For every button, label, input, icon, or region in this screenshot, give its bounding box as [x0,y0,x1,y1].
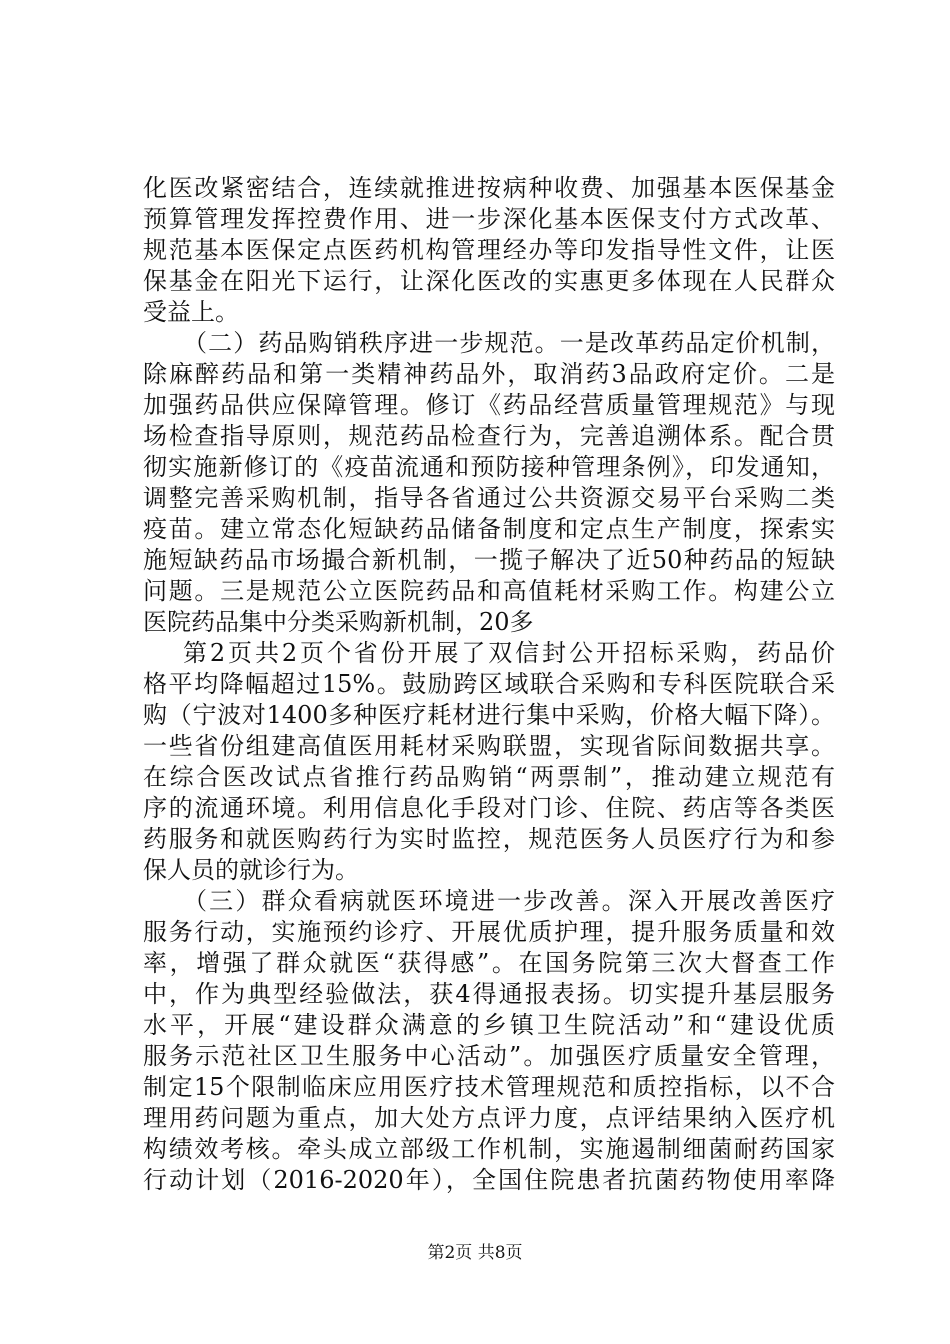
text-line: 化医改紧密结合，连续就推进按病种收费、加强基本医保基金 [143,174,835,202]
text-line: 中，作为典型经验做法，获4得通报表扬。切实提升基层服务 [143,980,835,1008]
text-line: 水平，开展“建设群众满意的乡镇卫生院活动”和“建设优质 [143,1011,835,1039]
text-line: 服务示范社区卫生服务中心活动”。加强医疗质量安全管理， [143,1042,835,1070]
text-line: 构绩效考核。牵头成立部级工作机制，实施遏制细菌耐药国家 [143,1135,835,1163]
text-line: 加强药品供应保障管理。修订《药品经营质量管理规范》与现 [143,391,835,419]
body-text [143,173,835,1196]
text-line: 行动计划（2016-2020年），全国住院患者抗菌药物使用率降 [143,1166,835,1194]
text-line: 调整完善采购机制，指导各省通过公共资源交易平台采购二类 [143,484,835,512]
text-line: 问题。三是规范公立医院药品和高值耗材采购工作。构建公立 [143,577,835,605]
text-line: 保人员的就诊行为。 [143,856,359,884]
text-line: 服务行动，实施预约诊疗、开展优质护理，提升服务质量和效 [143,918,835,946]
text-line: 第2页共2页个省份开展了双信封公开招标采购，药品价 [183,639,835,667]
text-line: 彻实施新修订的《疫苗流通和预防接种管理条例》，印发通知， [143,453,835,481]
text-line: 序的流通环境。利用信息化手段对门诊、住院、药店等各类医 [143,794,835,822]
text-line: 格平均降幅超过15%。鼓励跨区域联合采购和专科医院联合采 [143,670,835,698]
text-line: 购（宁波对1400多种医疗耗材进行集中采购，价格大幅下降）。 [143,701,835,729]
text-line: 药服务和就医购药行为实时监控，规范医务人员医疗行为和参 [143,825,835,853]
section-heading-line: （三）群众看病就医环境进一步改善。深入开展改善医疗 [183,887,835,915]
text-line: 规范基本医保定点医药机构管理经办等印发指导性文件，让医 [143,236,835,264]
text-line: 在综合医改试点省推行药品购销“两票制”，推动建立规范有 [143,763,835,791]
text-line: 制定15个限制临床应用医疗技术管理规范和质控指标，以不合 [143,1073,835,1101]
text-line: 保基金在阳光下运行，让深化医改的实惠更多体现在人民群众 [143,267,835,295]
text-line: 除麻醉药品和第一类精神药品外，取消药3品政府定价。二是 [143,360,835,388]
page-number-footer: 第2页 共8页 [427,1243,523,1263]
text-line: 疫苗。建立常态化短缺药品储备制度和定点生产制度，探索实 [143,515,835,543]
text-line: 施短缺药品市场撮合新机制，一揽子解决了近50种药品的短缺 [143,546,835,574]
text-line: 一些省份组建高值医用耗材采购联盟，实现省际间数据共享。 [143,732,835,760]
text-line: 理用药问题为重点，加大处方点评力度，点评结果纳入医疗机 [143,1104,835,1132]
text-line: 场检查指导原则，规范药品检查行为，完善追溯体系。配合贯 [143,422,835,450]
text-line: 受益上。 [143,298,239,326]
text-line: 预算管理发挥控费作用、进一步深化基本医保支付方式改革、 [143,205,835,233]
text-line: 率，增强了群众就医“获得感”。在国务院第三次大督查工作 [143,949,835,977]
section-heading-line: （二）药品购销秩序进一步规范。一是改革药品定价机制， [183,329,835,357]
text-line: 医院药品集中分类采购新机制，20多 [143,608,534,636]
